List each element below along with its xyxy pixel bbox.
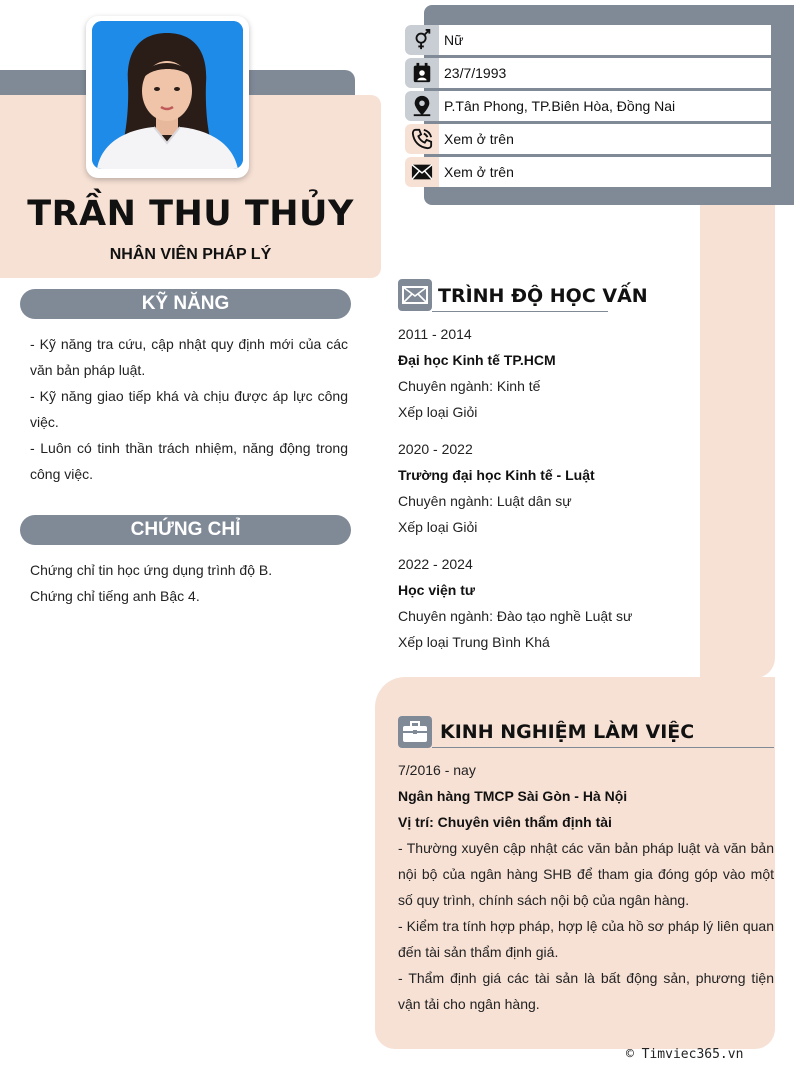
education-envelope-icon [398, 279, 432, 311]
experience-position: Vị trí: Chuyên viên thẩm định tài [398, 814, 612, 830]
education-major: Chuyên ngành: Kinh tế [398, 378, 541, 394]
address-value: P.Tân Phong, TP.Biên Hòa, Đồng Nai [439, 91, 771, 121]
experience-duty: - Kiểm tra tính hợp pháp, hợp lệ của hồ sơ pháp lý liên quan đến tài sản thẩm định giá. [398, 918, 774, 960]
skill-item: - Luôn có tinh thần trách nhiệm, năng động trong công việc. [30, 440, 348, 482]
gender-value: Nữ [439, 25, 771, 55]
skills-heading: KỸ NĂNG [20, 289, 351, 319]
contact-email-row [405, 157, 771, 187]
phone-icon [405, 124, 439, 154]
education-period: 2011 - 2014 [398, 326, 472, 342]
education-underline [432, 311, 608, 312]
avatar [92, 21, 243, 169]
location-pin-icon [405, 91, 439, 121]
experience-duty: - Thường xuyên cập nhật các văn bản pháp luật và văn bản nội bộ của ngân hàng SHB để tham gia đóng góp vào một số quy trình, chính sách nội bộ của ngân hàng. [398, 840, 774, 908]
education-period: 2022 - 2024 [398, 556, 473, 572]
education-period: 2020 - 2022 [398, 441, 473, 457]
certificates-list [30, 557, 348, 609]
footer-copyright: © Timviec365.vn [626, 1047, 744, 1062]
education-grade: Xếp loại Trung Bình Khá [398, 634, 550, 650]
contact-phone-row [405, 124, 771, 154]
candidate-job-title: NHÂN VIÊN PHÁP LÝ [109, 246, 272, 263]
phone-value: Xem ở trên [439, 124, 771, 154]
education-grade: Xếp loại Giỏi [398, 404, 478, 420]
candidate-name: TRẦN THU THỦY [27, 194, 354, 234]
contact-gender-row [405, 25, 771, 55]
envelope-icon [405, 157, 439, 187]
email-value: Xem ở trên [439, 157, 771, 187]
birthday-value: 23/7/1993 [439, 58, 771, 88]
contact-birthday-row [405, 58, 771, 88]
briefcase-icon [398, 716, 432, 748]
experience-company: Ngân hàng TMCP Sài Gòn - Hà Nội [398, 788, 628, 804]
skill-item: - Kỹ năng giao tiếp khá và chịu được áp lực công việc. [30, 388, 348, 430]
calendar-icon [405, 58, 439, 88]
gender-icon [405, 25, 439, 55]
experience-duty: - Thẩm định giá các tài sản là bất động sản, phương tiện vận tải cho ngân hàng. [398, 970, 774, 1012]
certificate-item: Chứng chỉ tin học ứng dụng trình độ B. [30, 562, 273, 578]
skill-item: - Kỹ năng tra cứu, cập nhật quy định mới của các văn bản pháp luật. [30, 336, 348, 378]
experience-underline [432, 747, 774, 748]
certificates-heading: CHỨNG CHỈ [20, 515, 351, 545]
experience-heading: KINH NGHIỆM LÀM VIỆC [440, 721, 695, 743]
education-entry [398, 551, 768, 655]
certificate-item: Chứng chỉ tiếng anh Bậc 4. [30, 588, 200, 604]
education-major: Chuyên ngành: Luật dân sự [398, 493, 572, 509]
education-grade: Xếp loại Giỏi [398, 519, 478, 535]
education-major: Chuyên ngành: Đào tạo nghề Luật sư [398, 608, 633, 624]
education-school: Học viện tư [398, 582, 476, 598]
education-entry [398, 436, 768, 540]
skills-list [30, 331, 348, 487]
experience-period: 7/2016 - nay [398, 762, 476, 778]
contact-address-row [405, 91, 771, 121]
education-heading: TRÌNH ĐỘ HỌC VẤN [438, 285, 648, 307]
education-school: Trường đại học Kinh tế - Luật [398, 467, 595, 483]
experience-entry [398, 757, 774, 1017]
education-entry [398, 321, 768, 425]
education-school: Đại học Kinh tế TP.HCM [398, 352, 556, 368]
